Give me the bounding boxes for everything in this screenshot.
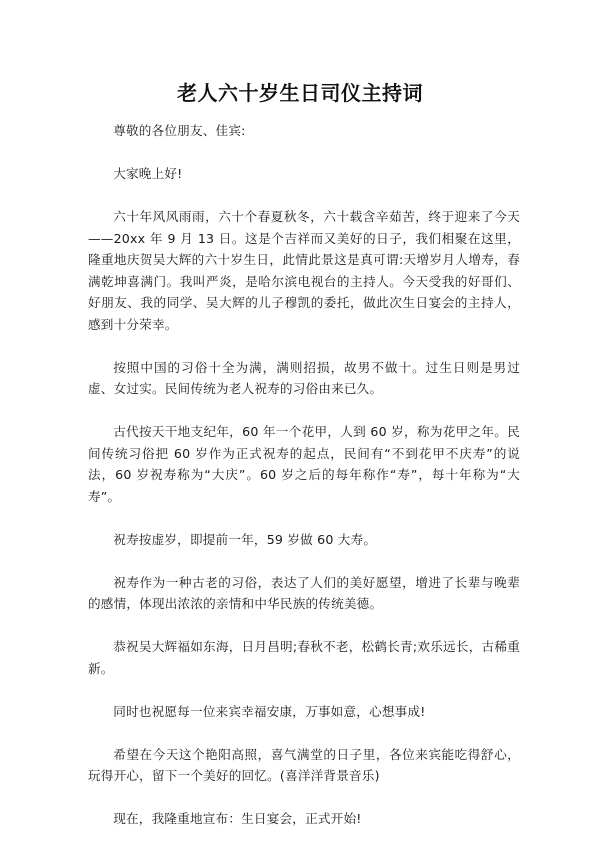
body-paragraph: 古代按天干地支纪年，60 年一个花甲，人到 60 岁，称为花甲之年。民间传统习俗把 60 岁作为正式祝寿的起点，民间有“不到花甲不庆寿”的说法，60 岁祝寿称为“大庆”。60 岁之后的每年称作“寿”，每十年称为“大寿”。 bbox=[88, 424, 520, 504]
body-paragraph: 希望在今天这个艳阳高照，喜气满堂的日子里，各位来宾能吃得舒心，玩得开心，留下一个美好的回忆。(喜洋洋背景音乐) bbox=[88, 746, 520, 783]
document-body bbox=[88, 120, 520, 851]
blessing-paragraph: 同时也祝愿每一位来宾幸福安康，万事如意，心想事成! bbox=[113, 703, 426, 719]
closing-paragraph: 现在，我隆重地宣布：生日宴会，正式开始! bbox=[113, 811, 362, 826]
salutation-paragraph: 尊敬的各位朋友、佳宾: bbox=[113, 123, 246, 138]
body-paragraph: 祝寿作为一种古老的习俗，表达了人们的美好愿望，增进了长辈与晚辈的感情，体现出浓浓的亲情和中华民族的传统美德。 bbox=[88, 574, 520, 611]
greeting-paragraph: 大家晚上好! bbox=[113, 166, 183, 181]
document-title: 老人六十岁生日司仪主持词 bbox=[177, 81, 423, 105]
body-paragraph: 六十年风风雨雨，六十个春夏秋冬，六十载含辛茹苦，终于迎来了今天——20xx 年 9 月 13 日。这是个吉祥而又美好的日子，我们相聚在这里，隆重地庆贺吴大辉的六十岁生日，此情此景这是真可谓:天增岁月人增寿，春满乾坤喜满门。我叫严炎，是哈尔滨电视台的主持人。今天受我的好哥们、好朋友、我的同学、吴大辉的儿子穆凯的委托，做此次生日宴会的主持人，感到十分荣幸。 bbox=[88, 209, 520, 332]
blessing-paragraph: 恭祝吴大辉福如东海，日月昌明;春秋不老，松鹤长青;欢乐远长，古稀重新。 bbox=[88, 639, 520, 676]
body-paragraph: 按照中国的习俗十全为满，满则招损，故男不做十。过生日则是男过虚、女过实。民间传统为老人祝寿的习俗由来已久。 bbox=[88, 359, 520, 396]
body-paragraph: 祝寿按虚岁，即提前一年，59 岁做 60 大寿。 bbox=[113, 531, 377, 547]
